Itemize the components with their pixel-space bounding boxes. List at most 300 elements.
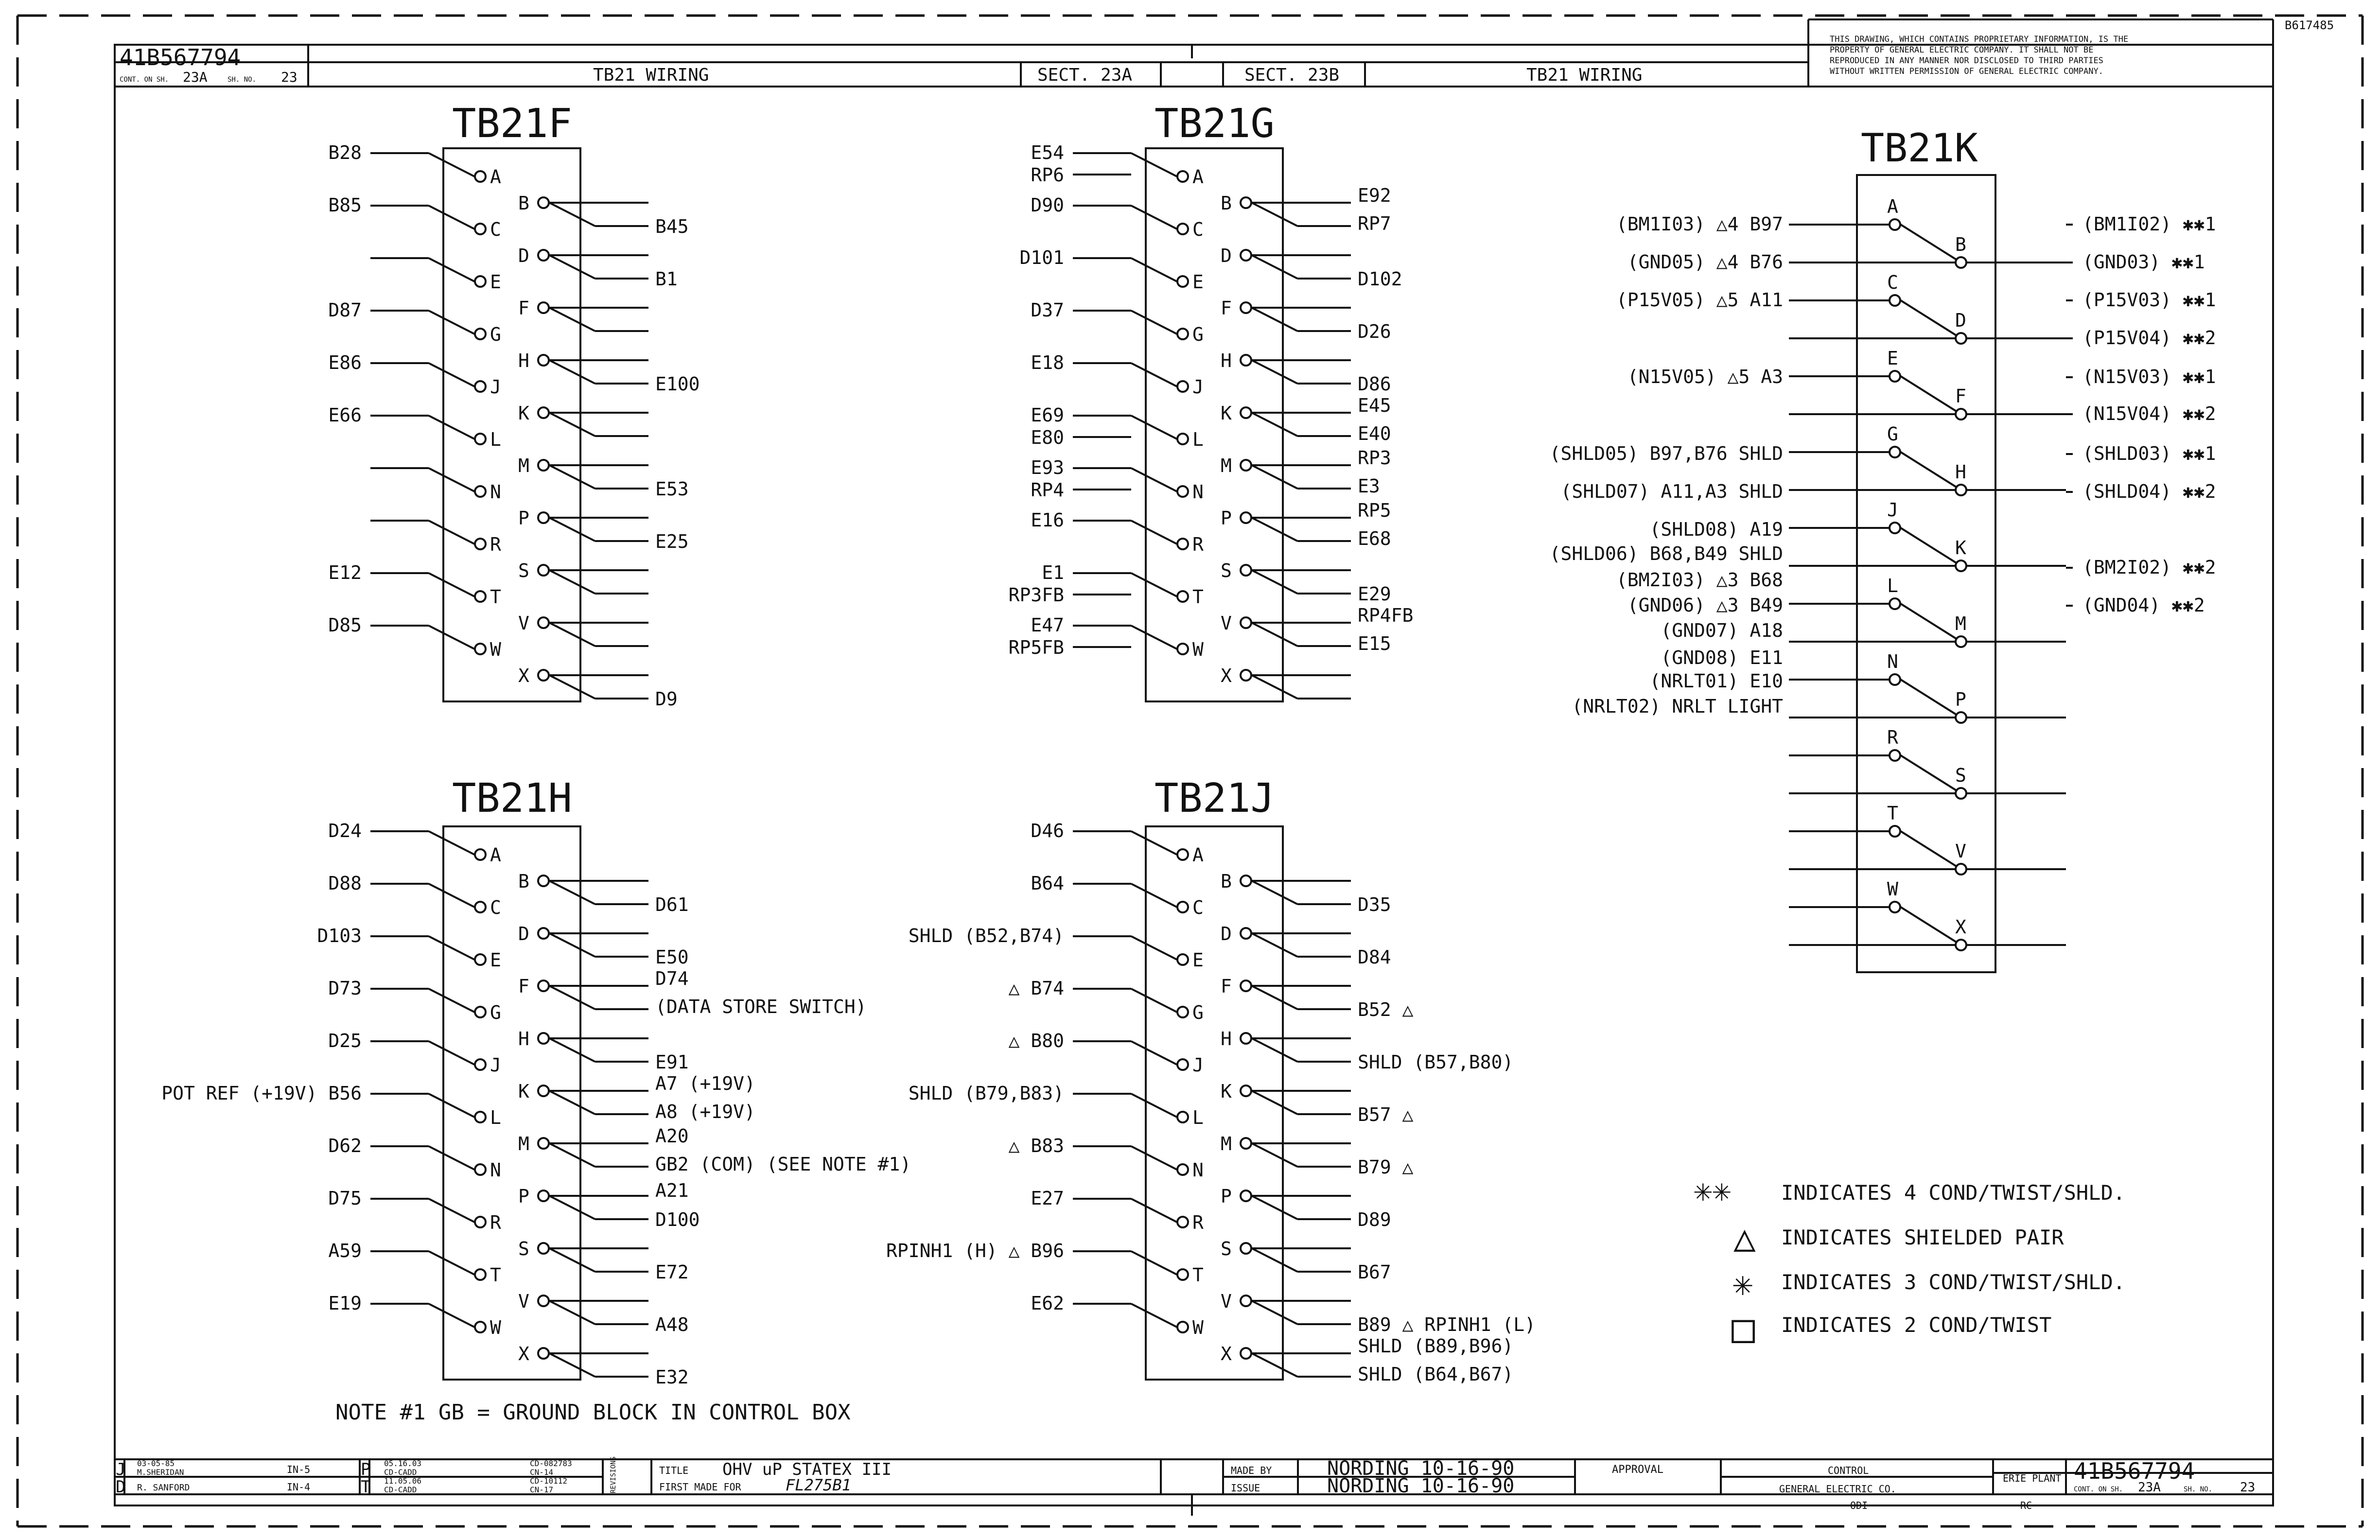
tb21h-left-label: E19	[328, 1293, 362, 1314]
tb21k-terminal	[1956, 636, 1966, 647]
tb21j-title: TB21J	[1155, 775, 1275, 822]
tb21f-terminal	[538, 302, 549, 313]
tb21k-left-label: (GND05) △4 B76	[1627, 251, 1783, 273]
tb21f-terminal	[538, 617, 549, 628]
tb21j-left-label: △ B80	[1008, 1030, 1064, 1051]
tb21k-left-label: (SHLD06) B68,B49 SHLD	[1549, 543, 1783, 564]
tb21h-terminal	[538, 1085, 549, 1096]
tb21j-terminal	[1241, 1085, 1251, 1096]
tb21g-pin-r: R	[1192, 534, 1204, 555]
tb21g-right-label: D102	[1358, 268, 1402, 290]
tb21k-pin-m: M	[1955, 613, 1966, 634]
tb21f-left-label: B28	[328, 142, 362, 163]
tb21h-terminal	[475, 1217, 486, 1227]
tb21g-left-label: E47	[1031, 614, 1064, 636]
tb21g-terminal	[1177, 591, 1188, 602]
cont-prefix: CONT. ON SH.	[120, 76, 169, 84]
title-drawing-number: 41B567794	[2074, 1458, 2195, 1484]
tb21k-terminal	[1956, 485, 1966, 495]
tb21k-pin-x: X	[1955, 916, 1966, 938]
tb21h-pin-l: L	[490, 1107, 501, 1128]
tb21j-pin-p: P	[1221, 1186, 1232, 1207]
legend-symbol-2cond: □	[1732, 1306, 1755, 1351]
legend-text-3cond: INDICATES 3 COND/TWIST/SHLD.	[1781, 1270, 2126, 1294]
tb21j-pin-g: G	[1192, 1002, 1204, 1023]
tb21f-terminal	[538, 512, 549, 523]
tb21h-terminal	[475, 902, 486, 912]
tb21k-terminal	[1890, 447, 1900, 457]
tb21j-pin-h: H	[1221, 1028, 1232, 1050]
tb21j-pin-n: N	[1192, 1159, 1204, 1181]
revisions-label: REVISIONS	[610, 1456, 617, 1493]
tb21j-right-label: D35	[1358, 894, 1391, 915]
tb21j-terminal	[1241, 1138, 1251, 1149]
tb21k-left-label: (BM2I03) △3 B68	[1616, 569, 1783, 591]
tb21j-right-label: SHLD (B57,B80)	[1358, 1051, 1514, 1073]
tb21k-pin-n: N	[1887, 651, 1898, 672]
tb21j-terminal	[1241, 1190, 1251, 1201]
tb21h-right-label2: GB2 (COM) (SEE NOTE #1)	[655, 1154, 911, 1175]
tb21k-terminal	[1890, 826, 1900, 837]
tb21h-left-label: POT REF (+19V) B56	[161, 1083, 362, 1104]
title-label: TITLE	[659, 1465, 689, 1476]
tb21f-right-label: E53	[655, 478, 689, 500]
tb21k-left-label: (SHLD08) A19	[1649, 519, 1783, 540]
tb21h-right-label: A20	[655, 1125, 689, 1147]
tb21k-pin-a: A	[1887, 196, 1898, 217]
tb21g-pin-n: N	[1192, 481, 1204, 503]
tb21k-pin-f: F	[1955, 385, 1966, 407]
tb21f-pin-d: D	[518, 245, 529, 266]
tb21h-left-label: A59	[328, 1240, 362, 1261]
tb21h-terminal	[475, 1112, 486, 1122]
tb21k-pin-w: W	[1887, 878, 1898, 900]
tb21h-pin-a: A	[490, 844, 501, 866]
tb21j-pin-m: M	[1221, 1133, 1232, 1155]
tb21f-terminal	[538, 197, 549, 208]
tb21j-left-label: SHLD (B52,B74)	[908, 925, 1064, 946]
tb21k-pin-v: V	[1955, 840, 1966, 862]
rev-d-in: IN-4	[287, 1481, 311, 1493]
legend-text-2cond: INDICATES 2 COND/TWIST	[1781, 1313, 2052, 1337]
first-made-value: FL275B1	[786, 1476, 851, 1494]
tb21h-left-label: D24	[328, 820, 362, 841]
tb21h-right-label: A48	[655, 1314, 689, 1335]
tb21k-right-label: (P15V03) ✱✱1	[2082, 289, 2216, 311]
tb21f-terminal	[538, 407, 549, 418]
tb21k-left-label: (SHLD07) A11,A3 SHLD	[1560, 481, 1783, 502]
tb21f-terminal	[475, 329, 486, 339]
tb21h-pin-g: G	[490, 1002, 501, 1023]
issue-label: ISSUE	[1231, 1482, 1260, 1494]
tb21j-pin-a: A	[1192, 844, 1204, 866]
tb21j-terminal	[1241, 875, 1251, 886]
tb21g-terminal	[1241, 407, 1251, 418]
tb21f-pin-n: N	[490, 481, 501, 503]
tb21j-pin-l: L	[1192, 1107, 1204, 1128]
tb21f-pin-k: K	[518, 402, 529, 424]
tb21g-terminal	[1177, 381, 1188, 392]
tb21f-terminal	[538, 355, 549, 366]
tb21f-pin-w: W	[490, 639, 501, 660]
tb21f-terminal	[475, 381, 486, 392]
tb21h-pin-s: S	[518, 1238, 529, 1260]
tb21f-pin-l: L	[490, 429, 501, 450]
tb21h-pin-v: V	[518, 1291, 529, 1312]
tb21f-pin-j: J	[490, 376, 501, 398]
tb21g-left-label2: RP4	[1031, 479, 1064, 501]
tb21j-pin-r: R	[1192, 1212, 1204, 1233]
tb21h-terminal	[538, 1138, 549, 1149]
tb21f-pin-a: A	[490, 166, 501, 188]
chg-p-letter: P	[361, 1460, 371, 1479]
tb21g-right-label2: RP7	[1358, 213, 1391, 234]
tb21h-terminal	[475, 849, 486, 860]
tb21j-left-label: △ B74	[1008, 978, 1064, 999]
tb21j-pin-e: E	[1192, 949, 1204, 971]
tb21h-right-label3: A21	[655, 1180, 689, 1201]
tb21j-terminal	[1241, 1348, 1251, 1359]
tb21j-left-label: △ B83	[1008, 1135, 1064, 1156]
tb21h-right-label: E72	[655, 1261, 689, 1283]
tb21k-terminal	[1956, 940, 1966, 950]
tb21h-pin-h: H	[518, 1028, 529, 1050]
tb21h-right-label: E50	[655, 946, 689, 968]
tb21g-terminal	[1241, 250, 1251, 261]
tb21g-terminal	[1241, 197, 1251, 208]
tb21h-right-label: A7 (+19V)	[655, 1073, 755, 1094]
made-by-label: MADE BY	[1231, 1465, 1272, 1476]
tb21j-terminal	[1177, 1164, 1188, 1175]
tb21j-terminal	[1177, 1217, 1188, 1227]
title-cont-sheet: 23A	[2138, 1480, 2161, 1495]
approval-label: APPROVAL	[1612, 1464, 1663, 1476]
tb21f-terminal	[475, 434, 486, 444]
tb21j-pin-j: J	[1192, 1054, 1204, 1076]
tb21f-pin-t: T	[490, 586, 501, 608]
tb21k-terminal	[1890, 674, 1900, 685]
tb21k-terminal	[1890, 598, 1900, 609]
tb21k-left-label: (P15V05) △5 A11	[1616, 289, 1783, 311]
title-sheet-prefix: SH. NO.	[2184, 1486, 2213, 1493]
code-rc: RC	[2020, 1500, 2032, 1511]
proprietary-line-4: WITHOUT WRITTEN PERMISSION OF GENERAL ELECTRIC COMPANY.	[1830, 67, 2103, 76]
tb21h-pin-r: R	[490, 1212, 501, 1233]
code-odi: ODI	[1850, 1500, 1868, 1511]
tb21f-left-label: E66	[328, 404, 362, 426]
tb21g-left-label: D101	[1019, 247, 1064, 268]
tb21h-pin-m: M	[518, 1133, 529, 1155]
title-value: OHV uP STATEX III	[722, 1460, 892, 1479]
rev-d-letter: D	[116, 1477, 126, 1497]
tb21k-pin-c: C	[1887, 272, 1898, 293]
tb21f-pin-r: R	[490, 534, 501, 555]
tb21k-right-label: (N15V03) ✱✱1	[2082, 366, 2216, 387]
tb21j-right-label: B52 △	[1358, 999, 1414, 1020]
tb21h-terminal	[538, 1348, 549, 1359]
tb21f-pin-x: X	[518, 665, 529, 686]
chg-t-cd: CD-10112	[530, 1476, 568, 1486]
tb21g-pin-b: B	[1221, 192, 1232, 214]
tb21k-terminal	[1956, 864, 1966, 875]
tb21g-left-label2: RP3FB	[1008, 584, 1064, 606]
drawing-number: 41B567794	[120, 44, 241, 70]
tb21k-terminal	[1890, 902, 1900, 912]
tb21f-terminal	[538, 670, 549, 681]
tb21g-title: TB21G	[1155, 101, 1275, 147]
company-name: GENERAL ELECTRIC CO.	[1779, 1483, 1896, 1495]
tb21g-terminal	[1177, 171, 1188, 182]
tb21h-pin-p: P	[518, 1186, 529, 1207]
tb21j-terminal	[1241, 980, 1251, 991]
tb21j-right-label: B67	[1358, 1261, 1391, 1283]
tb21g-left-label: E16	[1031, 509, 1064, 531]
tb21k-terminal	[1890, 750, 1900, 761]
tb21f-title: TB21F	[452, 101, 572, 147]
tb21h-right-label2: (DATA STORE SWITCH)	[655, 996, 867, 1017]
tb21h-right-label: D74	[655, 968, 689, 989]
tb21j-pin-b: B	[1221, 871, 1232, 892]
tb21h-right-label: D61	[655, 894, 689, 915]
tb21g-pin-x: X	[1221, 665, 1232, 686]
tb21h-right-label: D100	[655, 1209, 700, 1230]
tb21g-pin-h: H	[1221, 350, 1232, 371]
tb21h-pin-j: J	[490, 1054, 501, 1076]
tb21k-pin-r: R	[1887, 727, 1898, 748]
tb21k-pin-p: P	[1955, 689, 1966, 710]
tb21f-pin-v: V	[518, 612, 529, 634]
tb21f-terminal	[538, 565, 549, 576]
tb21k-terminal	[1956, 560, 1966, 571]
tb21f-left-label: B85	[328, 194, 362, 216]
rev-j-letter: J	[116, 1460, 126, 1479]
tb21h-right-label: E91	[655, 1051, 689, 1073]
tb21k-right-label: (GND03) ✱✱1	[2082, 251, 2205, 273]
tb21f-right-label: E25	[655, 531, 689, 552]
tb21g-left-label: E1	[1042, 562, 1064, 583]
tb21k-left-label: (NRLT01) E10	[1649, 670, 1783, 692]
tb21f-right-label: B45	[655, 216, 689, 237]
tb21j-terminal	[1177, 1059, 1188, 1070]
tb21g-terminal	[1241, 617, 1251, 628]
tb21k-right-label: (SHLD03) ✱✱1	[2082, 443, 2216, 464]
tb21j-left-label: E27	[1031, 1188, 1064, 1209]
rev-j-date: 03-05-85	[137, 1459, 175, 1468]
tb21g-pin-j: J	[1192, 376, 1204, 398]
chg-t-date: 11.05.06	[384, 1476, 422, 1486]
tb21j-pin-s: S	[1221, 1238, 1232, 1260]
tb21g-pin-t: T	[1192, 586, 1204, 608]
chg-p-date: 05.16.03	[384, 1459, 422, 1468]
tb21k-pin-t: T	[1887, 803, 1898, 824]
tb21g-terminal	[1177, 486, 1188, 497]
tb21j-pin-d: D	[1221, 923, 1232, 945]
tb21h-terminal	[475, 954, 486, 965]
tb21h-pin-k: K	[518, 1081, 529, 1102]
tb21h-left-label: D73	[328, 978, 362, 999]
proprietary-line-3: REPRODUCED IN ANY MANNER NOR DISCLOSED TO THIRD PARTIES	[1830, 56, 2103, 66]
legend-symbol-shielded-pair: △	[1733, 1216, 1756, 1259]
tb21g-terminal	[1177, 224, 1188, 234]
tb21k-pin-b: B	[1955, 234, 1966, 255]
tb21g-pin-c: C	[1192, 219, 1204, 240]
tb21f-pin-g: G	[490, 324, 501, 345]
tb21h-title: TB21H	[452, 775, 572, 822]
tb21k-terminal	[1956, 333, 1966, 344]
tb21g-right-label: RP3	[1358, 447, 1391, 469]
tb21g-terminal	[1241, 670, 1251, 681]
tb21f-terminal	[475, 539, 486, 549]
tb21g-left-label2: E80	[1031, 427, 1064, 448]
proprietary-line-1: THIS DRAWING, WHICH CONTAINS PROPRIETARY INFORMATION, IS THE	[1830, 35, 2129, 44]
issue-value: NORDING 10-16-90	[1327, 1475, 1515, 1497]
tb21h-terminal	[475, 1007, 486, 1017]
tb21j-pin-v: V	[1221, 1291, 1232, 1312]
tb21f-terminal	[538, 250, 549, 261]
tb21h-pin-x: X	[518, 1343, 529, 1365]
legend-text-shielded-pair: INDICATES SHIELDED PAIR	[1781, 1225, 2064, 1249]
control-label: CONTROL	[1828, 1465, 1869, 1476]
tb21g-pin-g: G	[1192, 324, 1204, 345]
tb21j-terminal	[1177, 1007, 1188, 1017]
rev-j-in: IN-5	[287, 1464, 311, 1475]
tb21j-terminal	[1241, 1295, 1251, 1306]
left-title: TB21 WIRING	[593, 65, 709, 85]
tb21f-pin-f: F	[518, 298, 529, 319]
tb21f-pin-s: S	[518, 560, 529, 581]
tb21k-right-label: (BM1I02) ✱✱1	[2082, 213, 2216, 235]
tb21f-pin-m: M	[518, 455, 529, 476]
tb21g-right-label: E92	[1358, 185, 1391, 206]
tb21f-terminal	[475, 171, 486, 182]
tb21k-left-label: (GND06) △3 B49	[1627, 595, 1783, 616]
tb21h-left-label: D62	[328, 1135, 362, 1156]
tb21g-right-label: E45	[1358, 395, 1391, 416]
tb21f-pin-h: H	[518, 350, 529, 371]
tb21g-pin-e: E	[1192, 271, 1204, 293]
tb21g-right-label: D26	[1358, 321, 1391, 342]
tb21j-left-label: D46	[1031, 820, 1064, 841]
tb21g-pin-a: A	[1192, 166, 1204, 188]
tb21k-right-label: (N15V04) ✱✱2	[2082, 403, 2216, 424]
tb21g-right-label: RP4FB	[1358, 605, 1414, 626]
tb21h-terminal	[475, 1059, 486, 1070]
tb21f-terminal	[475, 224, 486, 234]
tb21j-right-label: B57 △	[1358, 1104, 1414, 1125]
legend-text-4cond: INDICATES 4 COND/TWIST/SHLD.	[1781, 1181, 2126, 1205]
tb21g-left-label: D90	[1031, 194, 1064, 216]
tb21j-terminal	[1241, 928, 1251, 939]
ground-block-note: NOTE #1 GB = GROUND BLOCK IN CONTROL BOX	[335, 1400, 851, 1425]
sheet-no: 23	[281, 69, 298, 85]
tb21k-title: TB21K	[1861, 125, 1978, 171]
tb21g-pin-d: D	[1221, 245, 1232, 266]
corner-ref: B617485	[2285, 18, 2334, 32]
tb21k-left-label: (GND08) E11	[1661, 647, 1783, 668]
tb21f-pin-c: C	[490, 219, 501, 240]
tb21j-left-label: E62	[1031, 1293, 1064, 1314]
tb21g-terminal	[1241, 355, 1251, 366]
tb21g-pin-f: F	[1221, 298, 1232, 319]
tb21j-terminal	[1177, 1269, 1188, 1280]
tb21j-terminal	[1177, 1112, 1188, 1122]
tb21h-terminal	[538, 1190, 549, 1201]
tb21g-pin-s: S	[1221, 560, 1232, 581]
tb21j-right-label: D84	[1358, 946, 1391, 968]
tb21j-pin-t: T	[1192, 1264, 1204, 1286]
tb21g-right-label: RP5	[1358, 500, 1391, 521]
cont-sheet: 23A	[183, 69, 208, 85]
tb21k-right-label: (P15V04) ✱✱2	[2082, 327, 2216, 349]
tb21f-terminal	[475, 644, 486, 654]
title-sheet-no: 23	[2240, 1480, 2256, 1495]
tb21j-right-label2: SHLD (B64,B67)	[1358, 1364, 1514, 1385]
tb21h-terminal	[538, 980, 549, 991]
tb21g-left-label: E18	[1031, 352, 1064, 373]
tb21j-left-label: B64	[1031, 873, 1064, 894]
tb21k-left-label: (GND07) A18	[1661, 620, 1783, 641]
tb21g-left-label: E93	[1031, 457, 1064, 478]
tb21k-left-label: (SHLD05) B97,B76 SHLD	[1549, 443, 1783, 464]
tb21j-right-label: D89	[1358, 1209, 1391, 1230]
tb21k-terminal	[1956, 712, 1966, 723]
right-title: TB21 WIRING	[1526, 65, 1643, 85]
tb21k-pin-k: K	[1955, 537, 1966, 559]
tb21j-right-label: B79 △	[1358, 1156, 1414, 1178]
sect-right: SECT. 23B	[1244, 65, 1340, 85]
tb21g-terminal	[1177, 434, 1188, 444]
tb21f-pin-p: P	[518, 508, 529, 529]
tb21h-terminal	[538, 875, 549, 886]
tb21g-left-label: E54	[1031, 142, 1064, 163]
tb21k-terminal	[1890, 371, 1900, 382]
tb21k-terminal	[1890, 523, 1900, 533]
tb21h-terminal	[475, 1322, 486, 1332]
tb21g-pin-k: K	[1221, 402, 1232, 424]
tb21h-terminal	[538, 1033, 549, 1044]
tb21h-pin-c: C	[490, 897, 501, 918]
tb21g-terminal	[1177, 644, 1188, 654]
tb21g-left-label: E69	[1031, 404, 1064, 426]
tb21k-terminal	[1890, 295, 1900, 306]
tb21k-left-label: (BM1I03) △4 B97	[1616, 213, 1783, 235]
tb21f-pin-b: B	[518, 192, 529, 214]
tb21g-left-label: D37	[1031, 299, 1064, 321]
chg-p-cn: CN-14	[530, 1468, 554, 1477]
tb21g-right-label: E29	[1358, 583, 1391, 605]
tb21j-terminal	[1177, 849, 1188, 860]
tb21k-pin-d: D	[1955, 310, 1966, 331]
rev-d-by: R. SANFORD	[137, 1483, 190, 1493]
tb21g-pin-m: M	[1221, 455, 1232, 476]
chg-p-by: CD-CADD	[384, 1468, 417, 1477]
tb21g-terminal	[1177, 329, 1188, 339]
tb21j-right-label: SHLD (B89,B96)	[1358, 1335, 1514, 1357]
tb21k-terminal	[1956, 257, 1966, 268]
tb21h-pin-n: N	[490, 1159, 501, 1181]
tb21h-right-label: E32	[655, 1366, 689, 1388]
legend-symbol-3cond: ✳	[1732, 1263, 1753, 1303]
tb21k-terminal	[1890, 219, 1900, 230]
chg-t-by: CD-CADD	[384, 1485, 417, 1494]
tb21g-pin-p: P	[1221, 508, 1232, 529]
tb21j-left-label: RPINH1 (H) △ B96	[886, 1240, 1064, 1261]
tb21h-terminal	[475, 1269, 486, 1280]
tb21j-pin-f: F	[1221, 976, 1232, 997]
tb21h-terminal	[538, 1295, 549, 1306]
tb21h-right-label2: A8 (+19V)	[655, 1101, 755, 1122]
tb21g-left-label2: RP5FB	[1008, 637, 1064, 658]
